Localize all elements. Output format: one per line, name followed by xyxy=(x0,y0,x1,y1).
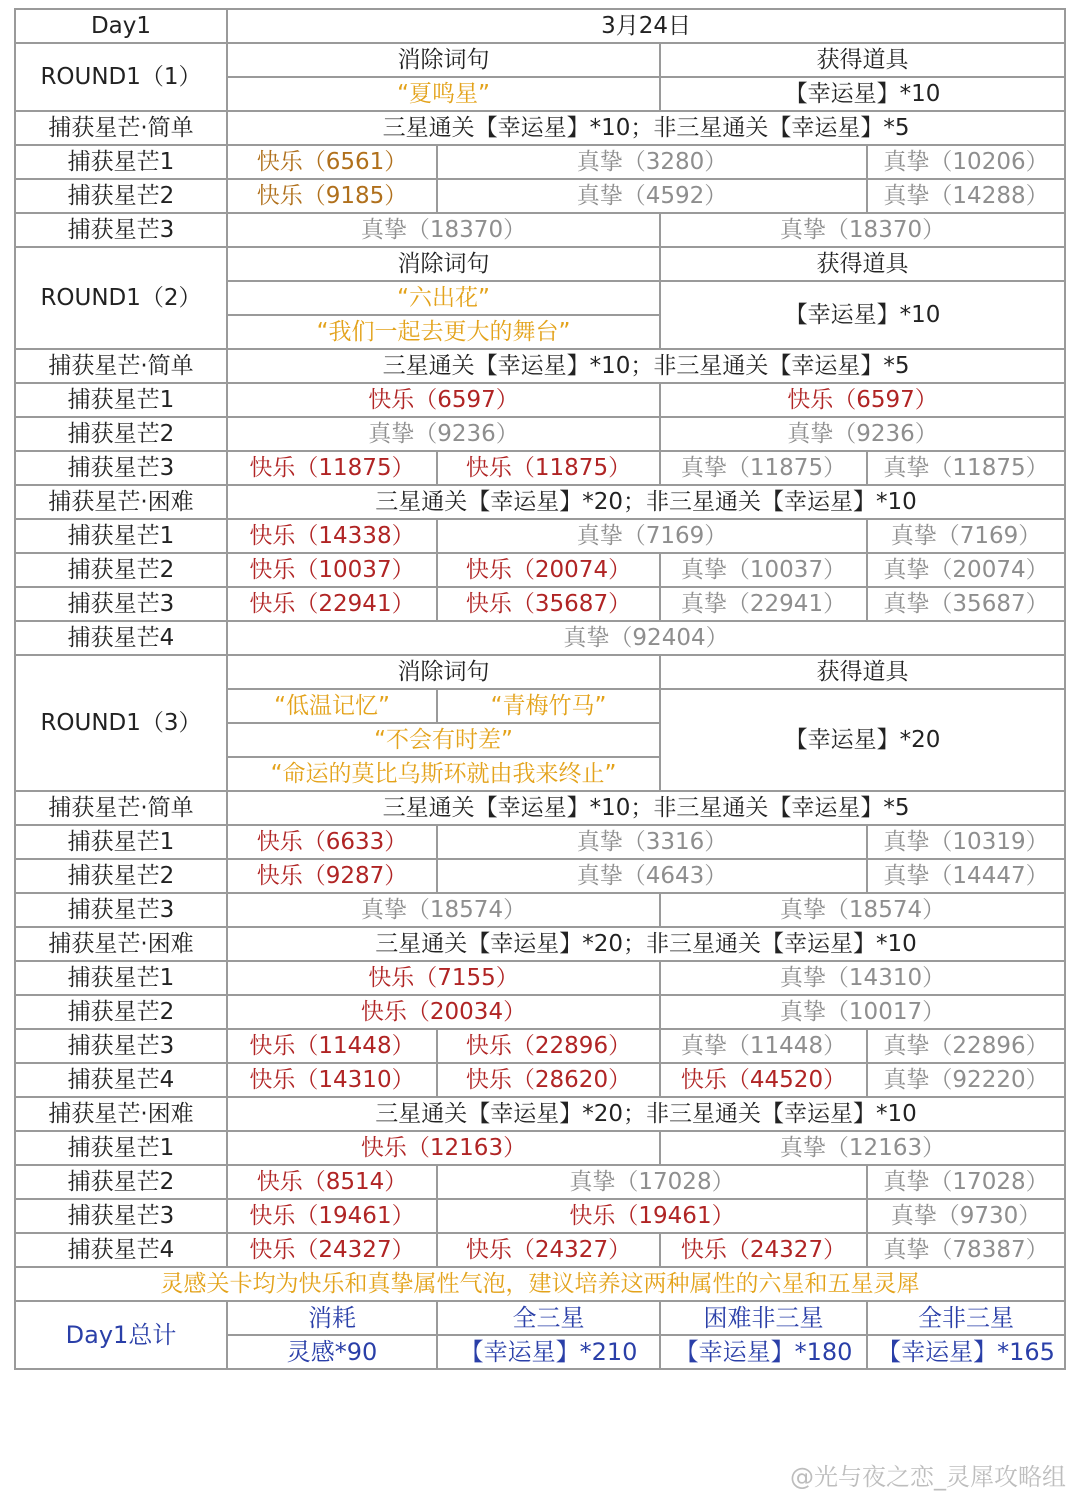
sincere-cell: 真挚（18574） xyxy=(660,893,1065,927)
round-3-label: ROUND1（3） xyxy=(15,655,227,791)
difficulty-label: 捕获星芒·困难 xyxy=(15,927,227,961)
capture-row xyxy=(15,1199,1065,1233)
phrase-cell: “我们一起去更大的舞台” xyxy=(227,315,660,349)
sincere-cell: 真挚（9236） xyxy=(660,417,1065,451)
difficulty-rule: 三星通关【幸运星】*10；非三星通关【幸运星】*5 xyxy=(227,111,1065,145)
capture-row xyxy=(15,553,1065,587)
summary-header: 消耗 xyxy=(227,1301,437,1335)
capture-label: 捕获星芒3 xyxy=(15,587,227,621)
capture-label: 捕获星芒1 xyxy=(15,961,227,995)
capture-label: 捕获星芒4 xyxy=(15,1233,227,1267)
sincere-cell: 真挚（92404） xyxy=(227,621,1065,655)
reward-cell: 【幸运星】*20 xyxy=(660,689,1065,791)
difficulty-row xyxy=(15,349,1065,383)
happy-cell: 快乐（35687） xyxy=(437,587,660,621)
sincere-cell: 真挚（20074） xyxy=(867,553,1065,587)
capture-label: 捕获星芒2 xyxy=(15,859,227,893)
summary-value: 灵感*90 xyxy=(227,1335,437,1369)
reward-cell: 【幸运星】*10 xyxy=(660,77,1065,111)
capture-label: 捕获星芒1 xyxy=(15,1131,227,1165)
happy-cell: 快乐（14338） xyxy=(227,519,437,553)
capture-row xyxy=(15,825,1065,859)
footer-note: 灵感关卡均为快乐和真挚属性气泡，建议培养这两种属性的六星和五星灵犀 xyxy=(15,1267,1065,1301)
sincere-cell: 真挚（14447） xyxy=(867,859,1065,893)
sincere-cell: 真挚（11875） xyxy=(660,451,867,485)
sincere-cell: 真挚（18370） xyxy=(227,213,660,247)
sincere-cell: 真挚（22896） xyxy=(867,1029,1065,1063)
summary-label: Day1总计 xyxy=(15,1301,227,1369)
capture-label: 捕获星芒4 xyxy=(15,621,227,655)
capture-row xyxy=(15,621,1065,655)
capture-label: 捕获星芒1 xyxy=(15,825,227,859)
happy-cell: 快乐（11875） xyxy=(437,451,660,485)
date-cell: 3月24日 xyxy=(227,9,1065,43)
sincere-cell: 真挚（92220） xyxy=(867,1063,1065,1097)
capture-row xyxy=(15,1029,1065,1063)
happy-cell: 快乐（7155） xyxy=(227,961,660,995)
reward-cell: 【幸运星】*10 xyxy=(660,281,1065,349)
capture-label: 捕获星芒3 xyxy=(15,1199,227,1233)
difficulty-label: 捕获星芒·简单 xyxy=(15,349,227,383)
capture-label: 捕获星芒1 xyxy=(15,145,227,179)
happy-cell: 快乐（20074） xyxy=(437,553,660,587)
happy-cell: 快乐（20034） xyxy=(227,995,660,1029)
happy-cell: 快乐（6597） xyxy=(660,383,1065,417)
capture-row xyxy=(15,417,1065,451)
phrase-cell: “六出花” xyxy=(227,281,660,315)
round-3-row xyxy=(15,655,1065,689)
sincere-cell: 真挚（10017） xyxy=(660,995,1065,1029)
phrase-cell: “青梅竹马” xyxy=(437,689,660,723)
capture-row xyxy=(15,1165,1065,1199)
difficulty-row xyxy=(15,1097,1065,1131)
happy-cell: 快乐（12163） xyxy=(227,1131,660,1165)
happy-cell: 快乐（6633） xyxy=(227,825,437,859)
sincere-cell: 真挚（10037） xyxy=(660,553,867,587)
happy-cell: 快乐（14310） xyxy=(227,1063,437,1097)
sincere-cell: 真挚（18370） xyxy=(660,213,1065,247)
capture-row xyxy=(15,383,1065,417)
difficulty-rule: 三星通关【幸运星】*20；非三星通关【幸运星】*10 xyxy=(227,927,1065,961)
capture-row xyxy=(15,1131,1065,1165)
summary-header-row xyxy=(15,1301,1065,1335)
difficulty-row xyxy=(15,791,1065,825)
capture-row xyxy=(15,451,1065,485)
capture-row xyxy=(15,961,1065,995)
summary-header: 全非三星 xyxy=(867,1301,1065,1335)
happy-cell: 快乐（24327） xyxy=(227,1233,437,1267)
capture-label: 捕获星芒4 xyxy=(15,1063,227,1097)
capture-label: 捕获星芒3 xyxy=(15,451,227,485)
difficulty-label: 捕获星芒·困难 xyxy=(15,485,227,519)
sincere-cell: 真挚（4592） xyxy=(437,179,867,213)
capture-label: 捕获星芒2 xyxy=(15,995,227,1029)
capture-row xyxy=(15,1233,1065,1267)
sincere-cell: 真挚（22941） xyxy=(660,587,867,621)
happy-cell: 快乐（9287） xyxy=(227,859,437,893)
reward-header: 获得道具 xyxy=(660,247,1065,281)
sincere-cell: 真挚（17028） xyxy=(867,1165,1065,1199)
capture-label: 捕获星芒3 xyxy=(15,1029,227,1063)
eliminate-header: 消除词句 xyxy=(227,247,660,281)
strategy-sheet xyxy=(14,8,1064,1370)
round-1-label: ROUND1（1） xyxy=(15,43,227,111)
strategy-table xyxy=(14,8,1066,1370)
eliminate-header: 消除词句 xyxy=(227,655,660,689)
happy-cell: 快乐（28620） xyxy=(437,1063,660,1097)
capture-label: 捕获星芒2 xyxy=(15,417,227,451)
note-row xyxy=(15,1267,1065,1301)
happy-cell: 快乐（10037） xyxy=(227,553,437,587)
phrase-cell: “夏鸣星” xyxy=(227,77,660,111)
capture-label: 捕获星芒1 xyxy=(15,383,227,417)
round-2-label: ROUND1（2） xyxy=(15,247,227,349)
capture-row xyxy=(15,519,1065,553)
phrase-cell: “低温记忆” xyxy=(227,689,437,723)
happy-cell: 快乐（22896） xyxy=(437,1029,660,1063)
sincere-cell: 真挚（14310） xyxy=(660,961,1065,995)
capture-row xyxy=(15,1063,1065,1097)
capture-label: 捕获星芒3 xyxy=(15,213,227,247)
phrase-cell: “不会有时差” xyxy=(227,723,660,757)
table-header-row xyxy=(15,9,1065,43)
difficulty-label: 捕获星芒·简单 xyxy=(15,111,227,145)
summary-header: 全三星 xyxy=(437,1301,660,1335)
difficulty-label: 捕获星芒·简单 xyxy=(15,791,227,825)
sincere-cell: 真挚（7169） xyxy=(867,519,1065,553)
sincere-cell: 真挚（9730） xyxy=(867,1199,1065,1233)
capture-row xyxy=(15,145,1065,179)
capture-row xyxy=(15,893,1065,927)
reward-header: 获得道具 xyxy=(660,43,1065,77)
happy-cell: 快乐（8514） xyxy=(227,1165,437,1199)
difficulty-label: 捕获星芒·困难 xyxy=(15,1097,227,1131)
day-cell: Day1 xyxy=(15,9,227,43)
happy-cell: 快乐（24327） xyxy=(437,1233,660,1267)
capture-row xyxy=(15,995,1065,1029)
round-2-row xyxy=(15,247,1065,281)
happy-cell: 快乐（6597） xyxy=(227,383,660,417)
sincere-cell: 真挚（78387） xyxy=(867,1233,1065,1267)
happy-cell: 快乐（11448） xyxy=(227,1029,437,1063)
capture-label: 捕获星芒2 xyxy=(15,179,227,213)
sincere-cell: 真挚（3316） xyxy=(437,825,867,859)
sincere-cell: 真挚（35687） xyxy=(867,587,1065,621)
happy-cell: 快乐（24327） xyxy=(660,1233,867,1267)
capture-label: 捕获星芒2 xyxy=(15,553,227,587)
sincere-cell: 真挚（4643） xyxy=(437,859,867,893)
sincere-cell: 真挚（11448） xyxy=(660,1029,867,1063)
eliminate-header: 消除词句 xyxy=(227,43,660,77)
summary-header: 困难非三星 xyxy=(660,1301,867,1335)
difficulty-rule: 三星通关【幸运星】*20；非三星通关【幸运星】*10 xyxy=(227,485,1065,519)
happy-cell: 快乐（19461） xyxy=(227,1199,437,1233)
capture-row xyxy=(15,179,1065,213)
watermark: @光与夜之恋_灵犀攻略组 xyxy=(790,1463,1066,1491)
sincere-cell: 真挚（14288） xyxy=(867,179,1065,213)
summary-value: 【幸运星】*210 xyxy=(437,1335,660,1369)
capture-label: 捕获星芒3 xyxy=(15,893,227,927)
sincere-cell: 真挚（10319） xyxy=(867,825,1065,859)
reward-header: 获得道具 xyxy=(660,655,1065,689)
summary-value: 【幸运星】*180 xyxy=(660,1335,867,1369)
difficulty-rule: 三星通关【幸运星】*10；非三星通关【幸运星】*5 xyxy=(227,349,1065,383)
sincere-cell: 真挚（11875） xyxy=(867,451,1065,485)
sincere-cell: 真挚（17028） xyxy=(437,1165,867,1199)
capture-label: 捕获星芒2 xyxy=(15,1165,227,1199)
sincere-cell: 真挚（10206） xyxy=(867,145,1065,179)
sincere-cell: 真挚（7169） xyxy=(437,519,867,553)
round-1-row xyxy=(15,43,1065,77)
difficulty-rule: 三星通关【幸运星】*10；非三星通关【幸运星】*5 xyxy=(227,791,1065,825)
capture-row xyxy=(15,859,1065,893)
sincere-cell: 真挚（18574） xyxy=(227,893,660,927)
sincere-cell: 真挚（9236） xyxy=(227,417,660,451)
happy-cell: 快乐（22941） xyxy=(227,587,437,621)
summary-value: 【幸运星】*165 xyxy=(867,1335,1065,1369)
difficulty-row xyxy=(15,927,1065,961)
difficulty-row xyxy=(15,485,1065,519)
sincere-cell: 真挚（3280） xyxy=(437,145,867,179)
happy-cell: 快乐（6561） xyxy=(227,145,437,179)
capture-row xyxy=(15,213,1065,247)
sincere-cell: 真挚（12163） xyxy=(660,1131,1065,1165)
happy-cell: 快乐（19461） xyxy=(437,1199,867,1233)
capture-row xyxy=(15,587,1065,621)
phrase-cell: “命运的莫比乌斯环就由我来终止” xyxy=(227,757,660,791)
happy-cell: 快乐（9185） xyxy=(227,179,437,213)
difficulty-row xyxy=(15,111,1065,145)
difficulty-rule: 三星通关【幸运星】*20；非三星通关【幸运星】*10 xyxy=(227,1097,1065,1131)
happy-cell: 快乐（44520） xyxy=(660,1063,867,1097)
happy-cell: 快乐（11875） xyxy=(227,451,437,485)
capture-label: 捕获星芒1 xyxy=(15,519,227,553)
